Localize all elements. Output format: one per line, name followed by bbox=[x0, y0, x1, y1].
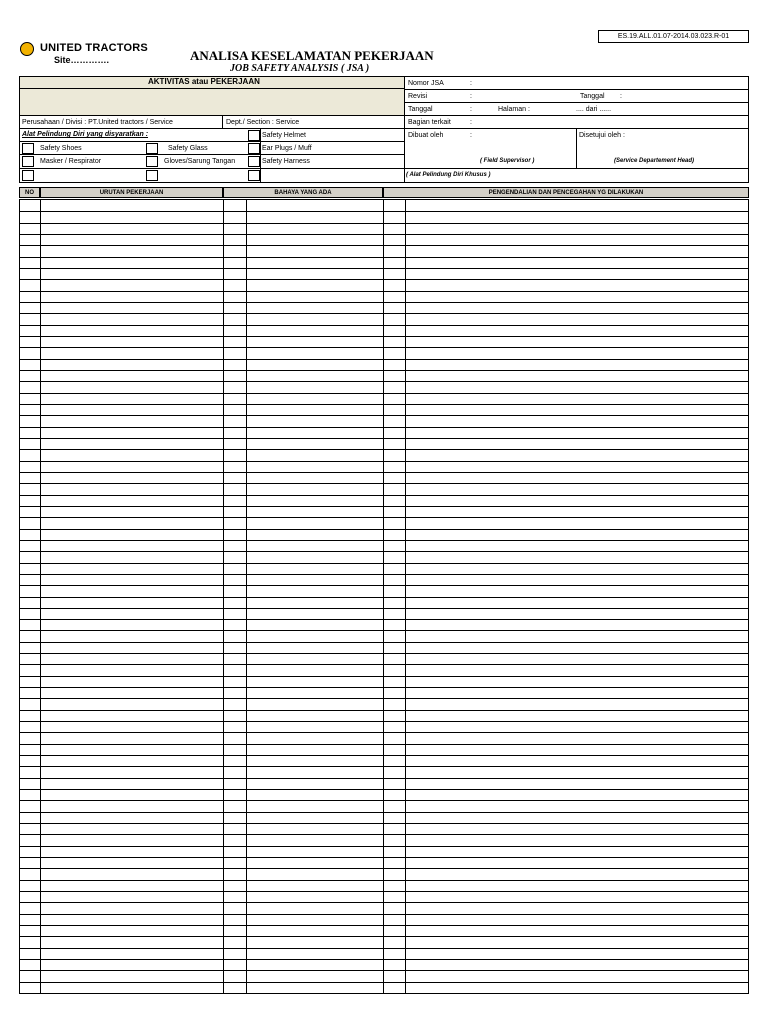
table-row bbox=[20, 902, 748, 903]
table-row bbox=[20, 721, 748, 722]
table-row bbox=[20, 800, 748, 801]
table-row bbox=[20, 970, 748, 971]
table-row bbox=[20, 710, 748, 711]
table-row bbox=[20, 268, 748, 269]
table-row bbox=[20, 438, 748, 439]
column-header-urutan: URUTAN PEKERJAAN bbox=[40, 187, 223, 198]
table-row bbox=[20, 506, 748, 507]
tanggal-right-label: Tanggal bbox=[580, 93, 605, 100]
halaman-label: Halaman : bbox=[498, 106, 530, 113]
table-row bbox=[20, 325, 748, 326]
table-row bbox=[20, 778, 748, 779]
table-row bbox=[20, 630, 748, 631]
halaman-dari: .... dari ...... bbox=[576, 106, 612, 113]
table-row bbox=[20, 381, 748, 382]
table-row bbox=[20, 415, 748, 416]
tanggal-right-colon: : bbox=[620, 93, 622, 100]
tanggal-label: Tanggal bbox=[408, 106, 433, 113]
table-row bbox=[20, 597, 748, 598]
revisi-label: Revisi bbox=[408, 93, 428, 100]
revisi-colon: : bbox=[470, 93, 472, 100]
document-code: ES.19.ALL.01.07-2014.03.023.R-01 bbox=[598, 30, 749, 43]
checkbox-harness[interactable] bbox=[248, 156, 260, 167]
table-row bbox=[20, 461, 748, 462]
checkbox-safety-shoes[interactable] bbox=[22, 143, 34, 154]
table-row bbox=[20, 449, 748, 450]
table-row bbox=[20, 812, 748, 813]
table-row bbox=[20, 664, 748, 665]
table-row bbox=[20, 846, 748, 847]
table-row bbox=[20, 925, 748, 926]
dept-field[interactable]: Dept./ Section : Service bbox=[226, 119, 300, 126]
page-title: ANALISA KESELAMATAN PEKERJAAN bbox=[190, 48, 434, 63]
table-row bbox=[20, 279, 748, 280]
table-row bbox=[20, 642, 748, 643]
table-row bbox=[20, 891, 748, 892]
table-row bbox=[20, 563, 748, 564]
table-row bbox=[20, 257, 748, 258]
apd-khusus-label: ( Alat Pelindung Diri Khusus ) bbox=[406, 172, 491, 178]
nomor-jsa-label: Nomor JSA bbox=[408, 80, 444, 87]
tanggal-colon: : bbox=[470, 106, 472, 113]
checkbox-safety-glass[interactable] bbox=[146, 143, 158, 154]
ppe-safety-helmet: Safety Helmet bbox=[262, 132, 306, 139]
checkbox-extra-1[interactable] bbox=[22, 170, 34, 181]
table-row bbox=[20, 766, 748, 767]
column-header-pengendalian: PENGENDALIAN DAN PENCEGAHAN YG DILAKUKAN bbox=[383, 187, 749, 198]
table-row bbox=[20, 948, 748, 949]
ppe-gloves: Gloves/Sarung Tangan bbox=[164, 158, 236, 165]
table-row bbox=[20, 857, 748, 858]
table-row bbox=[20, 302, 748, 303]
table-row bbox=[20, 789, 748, 790]
field-supervisor-label: ( Field Supervisor ) bbox=[480, 158, 535, 164]
table-row bbox=[20, 608, 748, 609]
table-row bbox=[20, 732, 748, 733]
table-row bbox=[20, 551, 748, 552]
table-row bbox=[20, 393, 748, 394]
ppe-label: Alat Pelindung Diri yang disyaratkan : bbox=[22, 131, 149, 138]
ppe-masker: Masker / Respirator bbox=[40, 158, 102, 165]
checkbox-extra-2[interactable] bbox=[146, 170, 158, 181]
table-row bbox=[20, 868, 748, 869]
dibuat-label: Dibuat oleh bbox=[408, 132, 444, 139]
table-row bbox=[20, 914, 748, 915]
table-row bbox=[20, 483, 748, 484]
activity-label: AKTIVITAS atau PEKERJAAN bbox=[148, 77, 260, 86]
checkbox-ear-plugs[interactable] bbox=[248, 143, 260, 154]
column-header-bahaya: BAHAYA YANG ADA bbox=[223, 187, 383, 198]
ppe-harness: Safety Harness bbox=[262, 158, 310, 165]
table-row bbox=[20, 755, 748, 756]
bagian-label: Bagian terkait bbox=[408, 119, 451, 126]
checkbox-gloves[interactable] bbox=[146, 156, 158, 167]
table-row bbox=[20, 619, 748, 620]
disetujui-label: Disetujui oleh : bbox=[579, 132, 625, 139]
ppe-ear-plugs: Ear Plugs / Muff bbox=[262, 145, 312, 152]
table-row bbox=[20, 982, 748, 983]
table-row bbox=[20, 880, 748, 881]
site-label: Site…………. bbox=[54, 55, 110, 65]
ut-logo-icon bbox=[20, 42, 34, 56]
table-row bbox=[20, 234, 748, 235]
company-field[interactable]: Perusahaan / Divisi : PT.United tractors / Service bbox=[22, 119, 173, 126]
table-row bbox=[20, 823, 748, 824]
table-row bbox=[20, 698, 748, 699]
table-row bbox=[20, 370, 748, 371]
table-row bbox=[20, 245, 748, 246]
nomor-jsa-colon: : bbox=[470, 80, 472, 87]
checkbox-extra-3[interactable] bbox=[248, 170, 260, 181]
column-header-no: NO bbox=[19, 187, 40, 198]
page-subtitle: JOB SAFETY ANALYSIS ( JSA ) bbox=[230, 63, 370, 74]
bagian-colon: : bbox=[470, 119, 472, 126]
table-row bbox=[20, 291, 748, 292]
ppe-safety-shoes: Safety Shoes bbox=[40, 145, 82, 152]
table-row bbox=[20, 404, 748, 405]
table-row bbox=[20, 585, 748, 586]
table-row bbox=[20, 347, 748, 348]
table-row bbox=[20, 744, 748, 745]
table-row bbox=[20, 359, 748, 360]
table-row bbox=[20, 529, 748, 530]
table-row bbox=[20, 936, 748, 937]
table-row bbox=[20, 495, 748, 496]
dibuat-colon: : bbox=[470, 132, 472, 139]
table-row bbox=[20, 834, 748, 835]
ppe-safety-glass: Safety Glass bbox=[168, 145, 208, 152]
table-row bbox=[20, 687, 748, 688]
table-row bbox=[20, 427, 748, 428]
table-row bbox=[20, 313, 748, 314]
table-row bbox=[20, 211, 748, 212]
table-row bbox=[20, 959, 748, 960]
jsa-table[interactable] bbox=[19, 199, 749, 994]
service-head-label: (Service Departement Head) bbox=[614, 158, 695, 164]
checkbox-masker[interactable] bbox=[22, 156, 34, 167]
checkbox-safety-helmet[interactable] bbox=[248, 130, 260, 141]
table-row bbox=[20, 540, 748, 541]
brand-name: UNITED TRACTORS bbox=[40, 42, 148, 54]
table-row bbox=[20, 223, 748, 224]
table-row bbox=[20, 517, 748, 518]
table-row bbox=[20, 574, 748, 575]
table-row bbox=[20, 676, 748, 677]
table-row bbox=[20, 653, 748, 654]
table-row bbox=[20, 472, 748, 473]
table-row bbox=[20, 336, 748, 337]
